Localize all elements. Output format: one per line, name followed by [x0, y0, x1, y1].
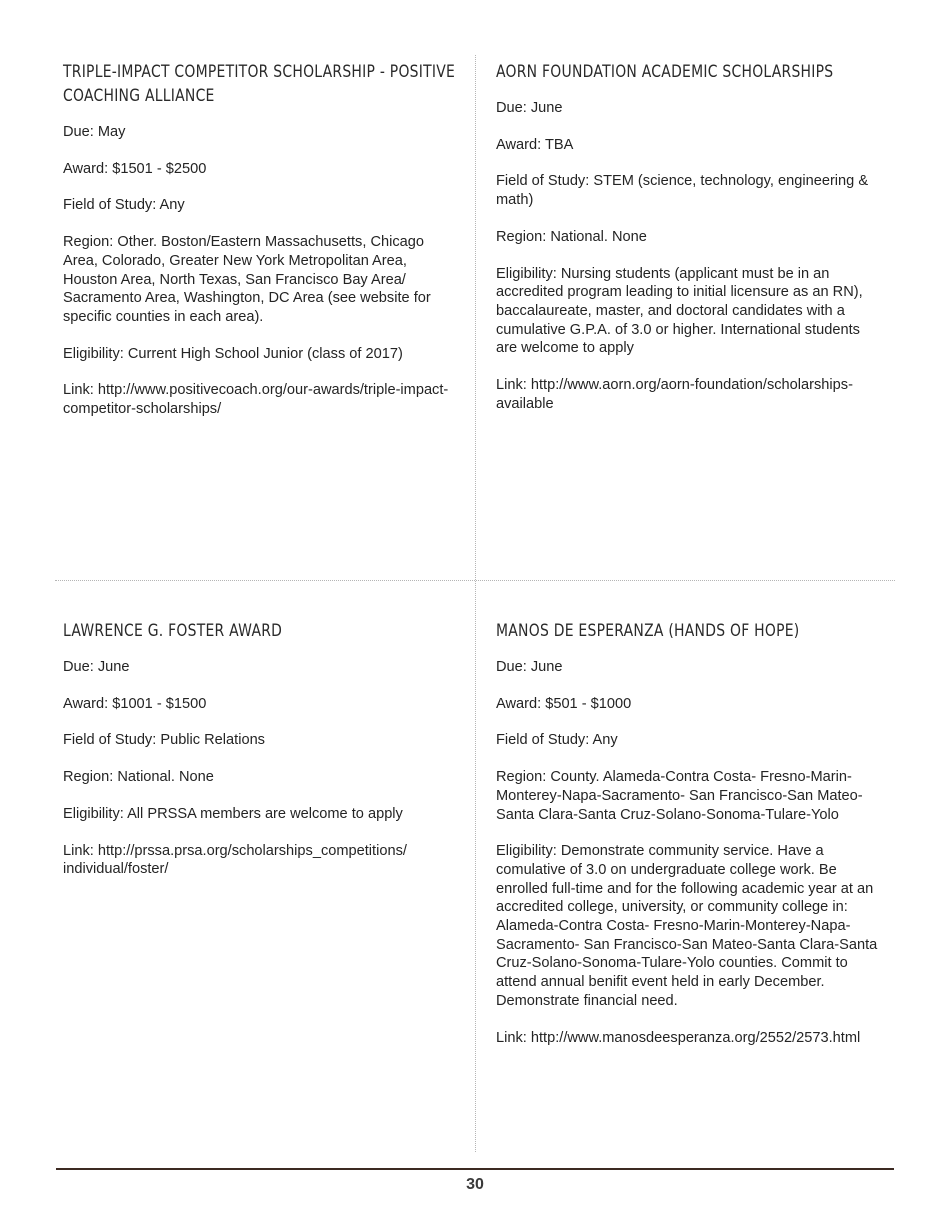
link-text: Link: http://www.aorn.org/aorn-foundation/scholarships-available: [496, 377, 853, 412]
field-of-study: Field of Study: Any: [496, 732, 618, 749]
scholarship-title: AORN FOUNDATION ACADEMIC SCHOLARSHIPS: [496, 62, 834, 82]
scholarship-title: TRIPLE-IMPACT COMPETITOR SCHOLARSHIP - POSITIVE COACHING ALLIANCE: [63, 62, 456, 106]
eligibility: Eligibility: Current High School Junior (class of 2017): [63, 345, 403, 362]
due-date: Due: June: [496, 659, 563, 675]
horizontal-divider: [55, 580, 895, 581]
vertical-divider: [475, 55, 476, 1152]
footer-rule: [56, 1168, 894, 1170]
link-text: Link: http://www.manosdeesperanza.org/2552/2573.html: [496, 1029, 861, 1046]
award-amount: Award: $1001 - $1500: [63, 695, 207, 712]
due-date: Due: May: [63, 124, 126, 140]
region: Region: County. Alameda-Contra Costa- Fresno-Marin-Monterey-Napa-Sacramento- San Francisco-San Mateo-Santa Clara-Santa Cruz-Solano-Sonoma-Tulare-Yolo: [496, 769, 863, 823]
eligibility: Eligibility: Nursing students (applicant must be in an accredited program leading to initial licensure as an RN), baccalaureate, master, and doctoral candidates with a cumulative G.P.A. of 3.0 or higher. International students are welcome to apply: [496, 265, 863, 357]
scholarship-card-aorn: [496, 60, 884, 431]
eligibility: Eligibility: Demonstrate community service. Have a comulative of 3.0 on undergraduate college work. Be enrolled full-time and for the following academic year at an accredited college, university, or community college in: Alameda-Contra Costa- Fresno-Marin-Monterey-Napa-Sacramento- San Francisco-San Mateo-Santa Clara-Santa Cruz-Solano-Sonoma-Tulare-Yolo counties. Commit to attend annual benifit event held in early December. Demonstrate financial need.: [496, 843, 878, 1009]
page-number: 30: [466, 1176, 484, 1193]
scholarship-card-manos: [496, 619, 884, 1065]
due-date: Due: June: [63, 659, 130, 675]
due-date: Due: June: [496, 100, 563, 116]
scholarship-card-triple-impact: [63, 60, 458, 437]
region: Region: National. None: [496, 228, 647, 245]
link-text: Link: http://prssa.prsa.org/scholarships_competitions/ individual/foster/: [63, 842, 407, 878]
scholarship-title: MANOS DE ESPERANZA (HANDS OF HOPE): [496, 621, 800, 641]
field-of-study: Field of Study: Public Relations: [63, 732, 265, 749]
award-amount: Award: $1501 - $2500: [63, 160, 207, 177]
eligibility: Eligibility: All PRSSA members are welcome to apply: [63, 805, 403, 822]
region: Region: Other. Boston/Eastern Massachusetts, Chicago Area, Colorado, Greater New York Metropolitan Area, Houston Area, North Texas, San Francisco Bay Area/ Sacramento Area, Washington, DC Area (see website for specific counties in each area).: [63, 234, 431, 325]
field-of-study: Field of Study: STEM (science, technology, engineering & math): [496, 173, 869, 209]
award-amount: Award: TBA: [496, 136, 574, 153]
link-text: Link: http://www.positivecoach.org/our-awards/triple-impact-competitor-scholarships/: [63, 382, 449, 418]
field-of-study: Field of Study: Any: [63, 197, 185, 214]
award-amount: Award: $501 - $1000: [496, 695, 632, 712]
scholarship-card-foster: [63, 619, 458, 897]
scholarship-title: LAWRENCE G. FOSTER AWARD: [63, 621, 283, 641]
region: Region: National. None: [63, 769, 214, 786]
